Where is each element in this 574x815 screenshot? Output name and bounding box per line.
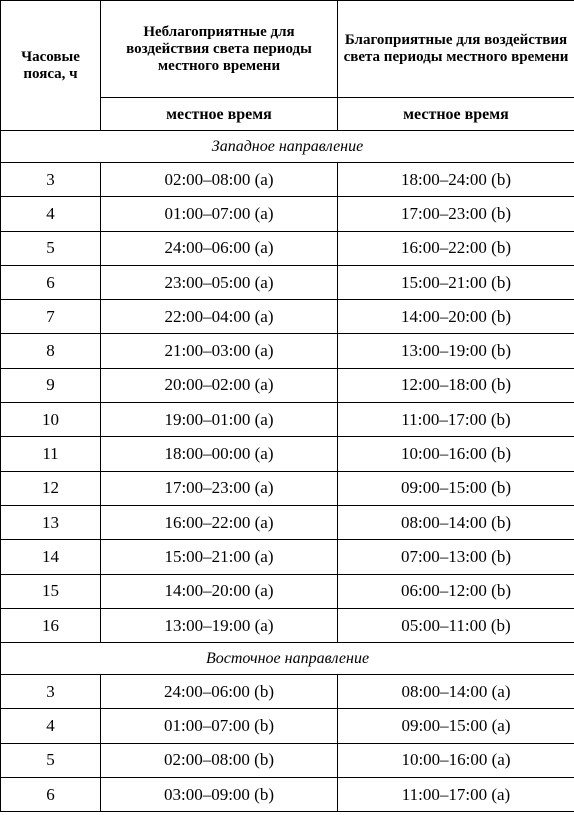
cell-unfavorable: 17:00–23:00 (a) <box>101 471 338 505</box>
section-row <box>1 643 574 675</box>
cell-zone: 14 <box>1 540 101 574</box>
cell-favorable: 18:00–24:00 (b) <box>338 163 574 197</box>
table-body <box>1 131 574 812</box>
table-row <box>1 403 574 437</box>
cell-favorable: 15:00–21:00 (b) <box>338 265 574 299</box>
table-row <box>1 300 574 334</box>
cell-favorable: 11:00–17:00 (a) <box>338 778 574 812</box>
cell-unfavorable: 20:00–02:00 (a) <box>101 368 338 402</box>
cell-favorable: 06:00–12:00 (b) <box>338 574 574 608</box>
header-row <box>1 1 574 98</box>
table-row <box>1 231 574 265</box>
table-row <box>1 540 574 574</box>
table-row <box>1 574 574 608</box>
cell-zone: 9 <box>1 368 101 402</box>
header-local-time-favorable: местное время <box>338 98 574 131</box>
cell-favorable: 08:00–14:00 (b) <box>338 505 574 539</box>
cell-unfavorable: 24:00–06:00 (b) <box>101 675 338 709</box>
cell-favorable: 09:00–15:00 (b) <box>338 471 574 505</box>
section-title: Западное направление <box>1 131 574 163</box>
cell-favorable: 05:00–11:00 (b) <box>338 608 574 642</box>
section-title: Восточное направление <box>1 643 574 675</box>
cell-unfavorable: 14:00–20:00 (a) <box>101 574 338 608</box>
cell-zone: 6 <box>1 265 101 299</box>
header-zones: Часовые пояса, ч <box>1 1 101 131</box>
cell-zone: 3 <box>1 163 101 197</box>
table-row <box>1 709 574 743</box>
cell-zone: 10 <box>1 403 101 437</box>
cell-unfavorable: 01:00–07:00 (a) <box>101 197 338 231</box>
cell-favorable: 10:00–16:00 (b) <box>338 437 574 471</box>
table-row <box>1 505 574 539</box>
cell-zone: 5 <box>1 231 101 265</box>
cell-favorable: 10:00–16:00 (a) <box>338 743 574 777</box>
header-local-time-unfavorable: местное время <box>101 98 338 131</box>
cell-zone: 6 <box>1 778 101 812</box>
cell-favorable: 08:00–14:00 (a) <box>338 675 574 709</box>
cell-zone: 4 <box>1 709 101 743</box>
cell-unfavorable: 13:00–19:00 (a) <box>101 608 338 642</box>
cell-unfavorable: 19:00–01:00 (a) <box>101 403 338 437</box>
header-unfavorable: Неблагоприятные для воздействия света периоды местного времени <box>101 1 338 98</box>
cell-favorable: 12:00–18:00 (b) <box>338 368 574 402</box>
cell-favorable: 13:00–19:00 (b) <box>338 334 574 368</box>
table-row <box>1 163 574 197</box>
table-row <box>1 471 574 505</box>
cell-favorable: 11:00–17:00 (b) <box>338 403 574 437</box>
cell-zone: 16 <box>1 608 101 642</box>
header-favorable: Благоприятные для воздействия света периоды местного времени <box>338 1 574 98</box>
cell-unfavorable: 23:00–05:00 (a) <box>101 265 338 299</box>
cell-favorable: 07:00–13:00 (b) <box>338 540 574 574</box>
cell-unfavorable: 01:00–07:00 (b) <box>101 709 338 743</box>
table-row <box>1 265 574 299</box>
table-row <box>1 675 574 709</box>
cell-favorable: 16:00–22:00 (b) <box>338 231 574 265</box>
table-row <box>1 608 574 642</box>
cell-favorable: 17:00–23:00 (b) <box>338 197 574 231</box>
cell-unfavorable: 24:00–06:00 (a) <box>101 231 338 265</box>
cell-unfavorable: 18:00–00:00 (a) <box>101 437 338 471</box>
cell-zone: 5 <box>1 743 101 777</box>
table-row <box>1 368 574 402</box>
cell-favorable: 14:00–20:00 (b) <box>338 300 574 334</box>
table-row <box>1 743 574 777</box>
cell-zone: 12 <box>1 471 101 505</box>
table-row <box>1 437 574 471</box>
cell-zone: 15 <box>1 574 101 608</box>
table-row <box>1 197 574 231</box>
cell-unfavorable: 02:00–08:00 (a) <box>101 163 338 197</box>
cell-unfavorable: 16:00–22:00 (a) <box>101 505 338 539</box>
cell-zone: 3 <box>1 675 101 709</box>
cell-zone: 11 <box>1 437 101 471</box>
section-row <box>1 131 574 163</box>
cell-unfavorable: 15:00–21:00 (a) <box>101 540 338 574</box>
cell-zone: 4 <box>1 197 101 231</box>
table-row <box>1 334 574 368</box>
cell-zone: 13 <box>1 505 101 539</box>
cell-unfavorable: 21:00–03:00 (a) <box>101 334 338 368</box>
cell-unfavorable: 22:00–04:00 (a) <box>101 300 338 334</box>
cell-zone: 8 <box>1 334 101 368</box>
cell-favorable: 09:00–15:00 (a) <box>338 709 574 743</box>
cell-unfavorable: 02:00–08:00 (b) <box>101 743 338 777</box>
cell-unfavorable: 03:00–09:00 (b) <box>101 778 338 812</box>
table-row <box>1 778 574 812</box>
cell-zone: 7 <box>1 300 101 334</box>
